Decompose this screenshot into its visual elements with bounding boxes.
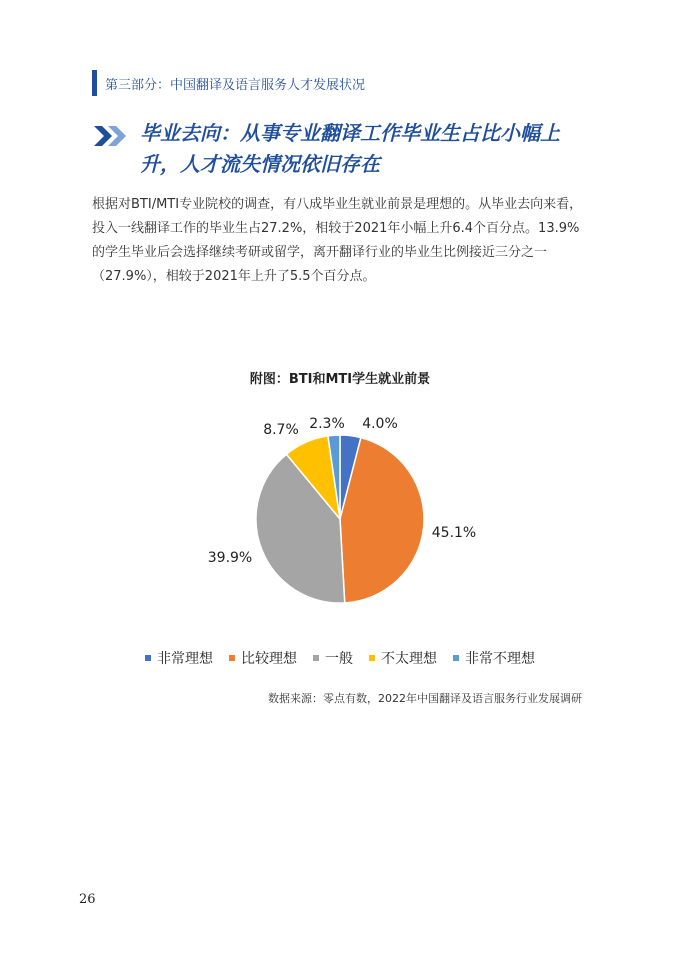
legend-swatch bbox=[313, 655, 319, 661]
page-number: 26 bbox=[79, 892, 96, 907]
data-label-4: 8.7% bbox=[263, 422, 299, 438]
legend-swatch bbox=[145, 655, 151, 661]
legend-swatch bbox=[229, 655, 235, 661]
legend-label: 非常不理想 bbox=[465, 651, 535, 667]
data-label-3: 39.9% bbox=[207, 550, 253, 566]
data-label-2: 45.1% bbox=[431, 525, 477, 541]
legend-item-3 bbox=[313, 648, 353, 668]
section-title: 第三部分：中国翻译及语言服务人才发展状况 bbox=[105, 77, 366, 93]
intro-paragraph: 根据对BTI/MTI专业院校的调查，有八成毕业生就业前景是理想的。从毕业去向来看，投入一线翻译工作的毕业生占27.2%，相较于2021年小幅上升6.4个百分点。13.9%的学生毕业后会选择继续考研或留学，离开翻译行业的毕业生比例接近三分之一（27.9%），相较于2021年上升了5.5个百分点。 bbox=[92, 197, 583, 284]
legend-item-5 bbox=[453, 648, 535, 668]
title-line-2: 升，人才流失情况依旧存在 bbox=[140, 152, 380, 176]
legend-label: 一般 bbox=[325, 651, 353, 667]
legend-swatch bbox=[453, 655, 459, 661]
legend-item-4 bbox=[369, 648, 437, 668]
data-label-1: 4.0% bbox=[362, 416, 398, 432]
legend-item-2 bbox=[229, 648, 297, 668]
data-source: 数据来源：零点有数，2022年中国翻译及语言服务行业发展调研 bbox=[268, 692, 582, 705]
chart-title: 附图：BTI和MTI学生就业前景 bbox=[249, 372, 431, 387]
legend-swatch bbox=[369, 655, 375, 661]
title-line-1: 毕业去向：从事专业翻译工作毕业生占比小幅上 bbox=[140, 121, 560, 145]
legend-label: 比较理想 bbox=[241, 651, 297, 667]
legend-label: 不太理想 bbox=[381, 651, 437, 667]
data-label-5: 2.3% bbox=[309, 416, 345, 432]
legend-item-1 bbox=[145, 648, 213, 668]
chart-legend bbox=[0, 648, 680, 668]
legend-label: 非常理想 bbox=[157, 651, 213, 667]
